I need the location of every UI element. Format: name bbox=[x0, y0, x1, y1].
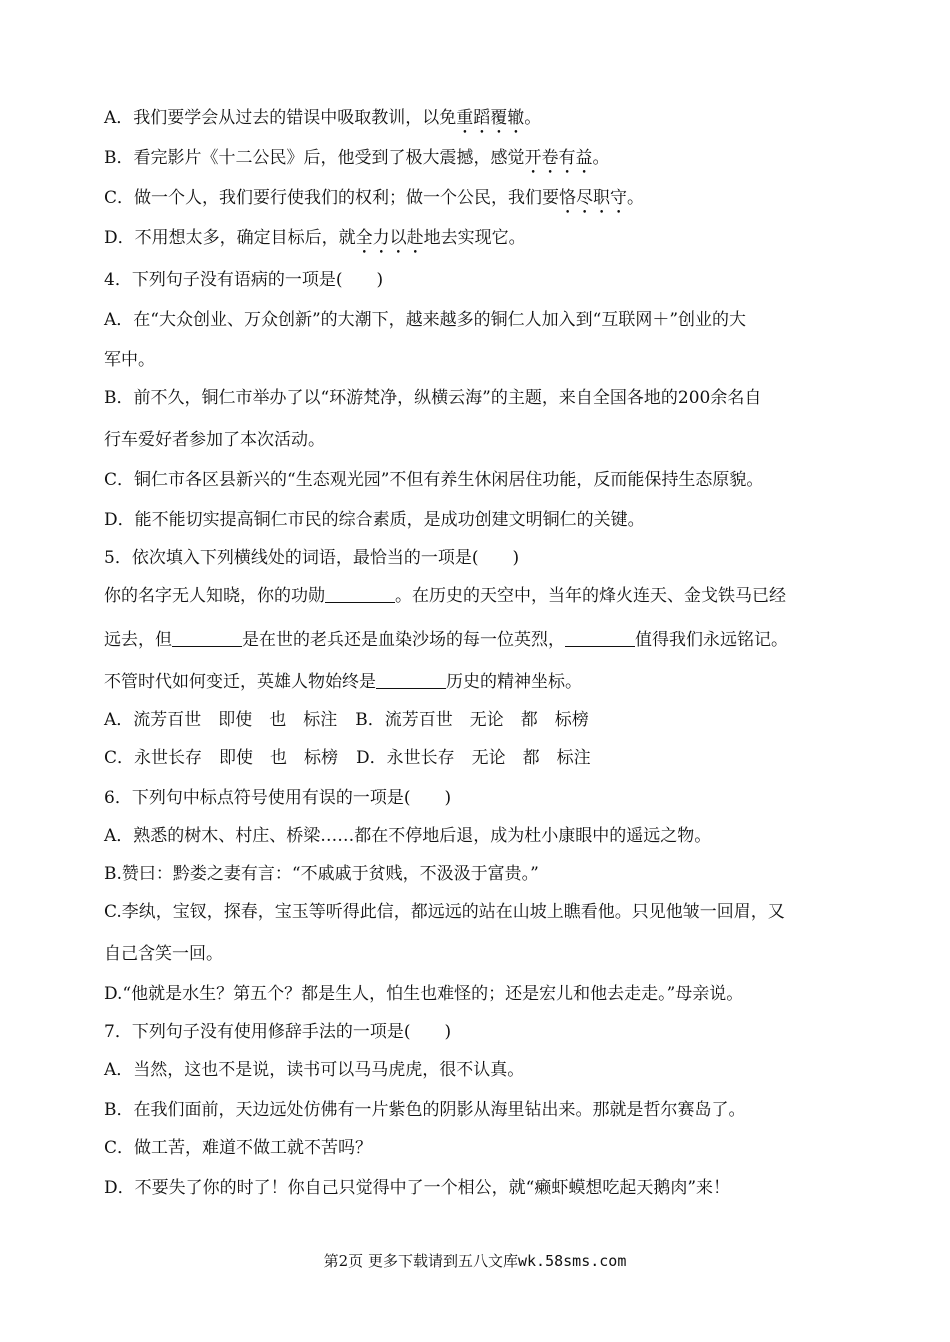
page-number: 第2页 bbox=[323, 1252, 364, 1270]
q5-options-row-2 bbox=[104, 746, 591, 770]
q5-passage-line-2 bbox=[104, 628, 788, 652]
q7-stem: 7．下列句子没有使用修辞手法的一项是( ) bbox=[104, 1022, 452, 1042]
passage-text: 你的名字无人知晓，你的功勋 bbox=[104, 586, 325, 606]
q5-passage-line-3 bbox=[104, 670, 582, 694]
q6-option-a: A．熟悉的树木、村庄、桥梁……都在不停地后退，成为杜小康眼中的遥远之物。 bbox=[104, 826, 712, 846]
passage-text: 不管时代如何变迁，英雄人物始终是 bbox=[104, 672, 376, 692]
q5-stem: 5．依次填入下列横线处的词语，最恰当的一项是( ) bbox=[104, 548, 520, 568]
q7-option-b: B．在我们面前，天边远处仿佛有一片紫色的阴影从海里钻出来。那就是哲尔赛岛了。 bbox=[104, 1100, 746, 1120]
q5-option-c: C．永世长存 即使 也 标榜 bbox=[104, 748, 339, 768]
q3-option-c bbox=[104, 186, 644, 218]
q4-option-c: C．铜仁市各区县新兴的“生态观光园”不但有养生休闲居住功能，反而能保持生态原貌。 bbox=[104, 470, 764, 490]
q5-option-a: A．流芳百世 即使 也 标注 bbox=[104, 710, 338, 730]
q4-stem: 4．下列句子没有语病的一项是( ) bbox=[104, 270, 384, 290]
q7-option-c: C．做工苦，难道不做工就不苦吗？ bbox=[104, 1138, 373, 1158]
option-text: 。 bbox=[592, 148, 610, 168]
q3-option-a bbox=[104, 106, 541, 138]
q7-option-d: D．不要失了你的时了！你自己只觉得中了一个相公，就“癞虾蟆想吃起天鹅肉”来！ bbox=[104, 1178, 731, 1198]
q5-option-b: B．流芳百世 无论 都 标榜 bbox=[355, 710, 589, 730]
page-footer bbox=[0, 1250, 950, 1272]
passage-text: 是在世的老兵还是血染沙场的每一位英烈， bbox=[242, 630, 565, 650]
q4-option-b-cont: 行车爱好者参加了本次活动。 bbox=[104, 430, 325, 450]
q4-option-b: B．前不久，铜仁市举办了以“环游梵净，纵横云海”的主题，来自全国各地的200余名自 bbox=[104, 388, 762, 408]
q7-option-a: A．当然，这也不是说，读书可以马马虎虎，很不认真。 bbox=[104, 1060, 525, 1080]
emphasized-idiom: 全力以赴 bbox=[355, 228, 424, 248]
q5-option-d: D．永世长存 无论 都 标注 bbox=[356, 748, 591, 768]
passage-text: 历史的精神坐标。 bbox=[446, 672, 582, 692]
q3-option-b bbox=[104, 146, 610, 178]
q6-option-b: B.赞曰：黔娄之妻有言：“不戚戚于贫贱，不汲汲于富贵。” bbox=[104, 864, 539, 884]
emphasized-idiom: 开卷有益 bbox=[524, 148, 593, 168]
q3-option-d bbox=[104, 226, 526, 258]
fill-blank bbox=[565, 629, 635, 647]
q6-option-c: C.李纨，宝钗，探春，宝玉等听得此信，都远远的站在山坡上瞧看他。只见他皱一回眉，又 bbox=[104, 902, 785, 922]
fill-blank bbox=[325, 585, 395, 603]
option-text: 地去实现它。 bbox=[423, 228, 526, 248]
option-text: D．不用想太多，确定目标后，就 bbox=[104, 228, 356, 248]
q6-option-d: D.“他就是水生？第五个？都是生人，怕生也难怪的；还是宏儿和他去走走。”母亲说。 bbox=[104, 984, 744, 1004]
option-text: B．看完影片《十二公民》后，他受到了极大震撼，感觉 bbox=[104, 148, 525, 168]
q6-option-c-cont: 自己含笑一回。 bbox=[104, 944, 223, 964]
passage-text: 远去，但 bbox=[104, 630, 172, 650]
passage-text: 。在历史的天空中，当年的烽火连天、金戈铁马已经 bbox=[395, 586, 786, 606]
option-text: 。 bbox=[524, 108, 542, 128]
emphasized-idiom: 重蹈覆辙 bbox=[456, 108, 525, 128]
passage-text: 值得我们永远铭记。 bbox=[635, 630, 788, 650]
q5-passage-line-1 bbox=[104, 584, 786, 608]
q4-option-d: D．能不能切实提高铜仁市民的综合素质，是成功创建文明铜仁的关键。 bbox=[104, 510, 645, 530]
q6-stem: 6．下列句中标点符号使用有误的一项是( ) bbox=[104, 788, 452, 808]
option-text: 。 bbox=[627, 188, 645, 208]
q4-option-a-cont: 军中。 bbox=[104, 350, 155, 370]
option-text: A．我们要学会从过去的错误中吸取教训，以免 bbox=[104, 108, 457, 128]
fill-blank bbox=[376, 671, 446, 689]
footer-text: 更多下载请到五八文库 bbox=[367, 1252, 518, 1270]
emphasized-idiom: 恪尽职守 bbox=[559, 188, 628, 208]
option-text: C．做一个人，我们要行使我们的权利；做一个公民，我们要 bbox=[104, 188, 560, 208]
footer-site: wk.58sms.com bbox=[517, 1252, 627, 1270]
q4-option-a: A．在“大众创业、万众创新”的大潮下，越来越多的铜仁人加入到“互联网＋”创业的大 bbox=[104, 310, 747, 330]
fill-blank bbox=[172, 629, 242, 647]
q5-options-row-1 bbox=[104, 708, 589, 732]
